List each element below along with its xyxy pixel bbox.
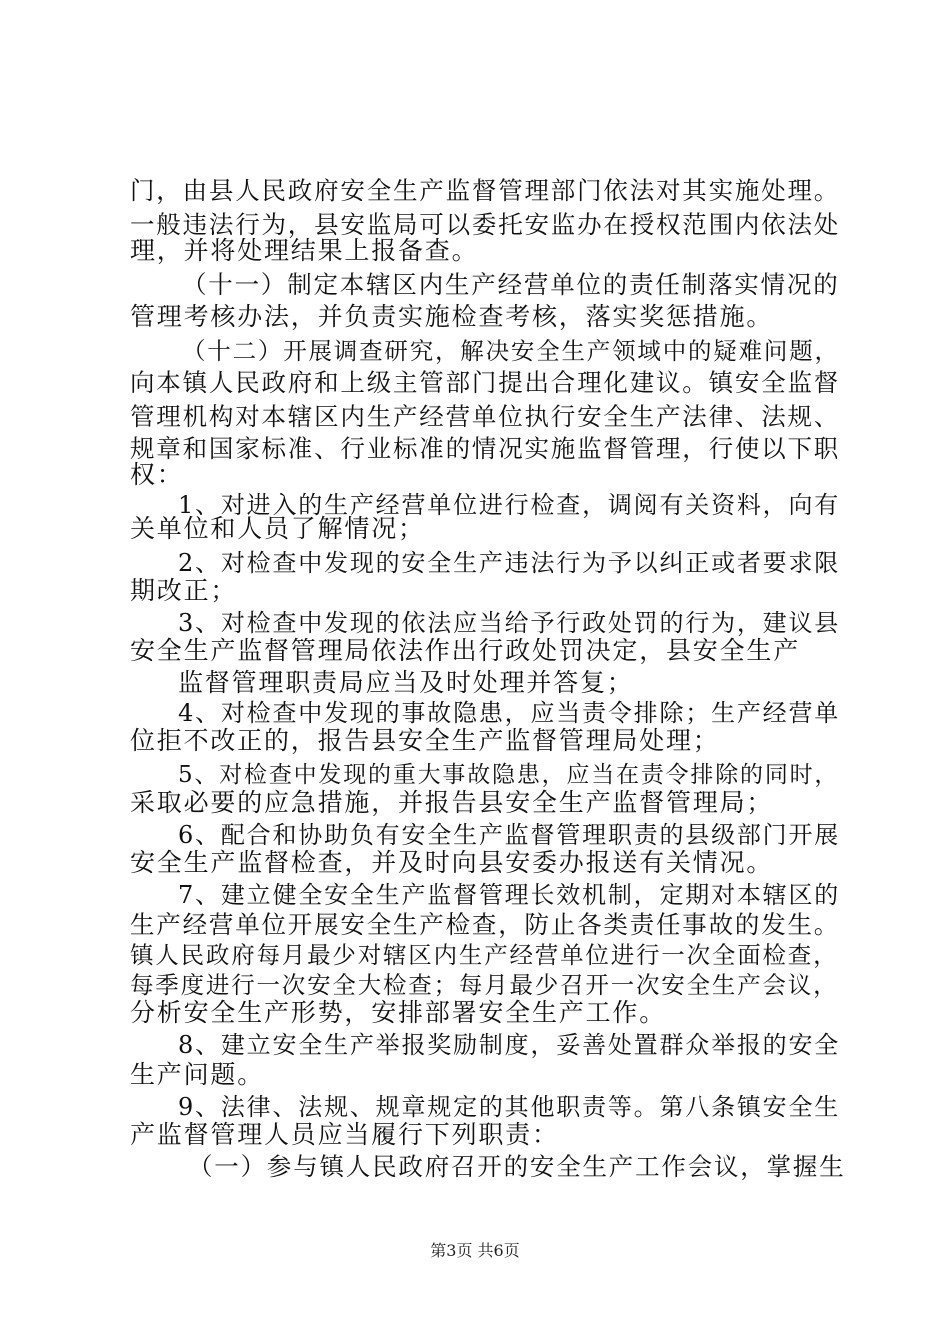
text-line-2: 一般违法行为，县安监局可以委托安监办在授权范围内依法处 — [130, 210, 841, 239]
text-line-32: 产监督管理人员应当履行下列职责： — [130, 1120, 559, 1149]
text-line-13: 2、对检查中发现的安全生产违法行为予以纠正或者要求限 — [178, 549, 841, 577]
text-line-11: 1、对进入的生产经营单位进行检查，调阅有关资料，向有 — [178, 491, 841, 519]
text-line-7: 向本镇人民政府和上级主管部门提出合理化建议。镇安全监督 — [130, 368, 841, 397]
text-line-28: 分析安全生产形势，安排部署安全生产工作。 — [130, 998, 667, 1027]
text-line-8: 管理机构对本辖区内生产经营单位执行安全生产法律、法规、 — [130, 402, 841, 431]
text-line-3: 理，并将处理结果上报备查。 — [130, 236, 479, 265]
text-line-4: （十一）制定本辖区内生产经营单位的责任制落实情况的 — [182, 270, 840, 299]
text-line-21: 采取必要的应急措施，并报告县安全生产监督管理局； — [130, 788, 774, 817]
text-line-15: 3、对检查中发现的依法应当给予行政处罚的行为，建议县 — [178, 609, 841, 637]
text-line-33: （一）参与镇人民政府召开的安全生产工作会议，掌握生 — [188, 1152, 846, 1181]
text-line-19: 位拒不改正的，报告县安全生产监督管理局处理； — [130, 726, 720, 755]
text-line-12: 关单位和人员了解情况； — [130, 514, 425, 543]
text-line-16: 安全生产监督管理局依法作出行政处罚决定，县安全生产 — [130, 636, 801, 665]
text-line-31: 9、法律、法规、规章规定的其他职责等。第八条镇安全生 — [178, 1093, 841, 1121]
text-line-17: 监督管理职责局应当及时处理并答复； — [178, 668, 634, 697]
page-number-footer: 第3页 共6页 — [430, 1241, 520, 1260]
text-line-1: 门，由县人民政府安全生产监督管理部门依法对其实施处理。 — [130, 176, 841, 205]
text-line-26: 镇人民政府每月最少对辖区内生产经营单位进行一次全面检查， — [130, 941, 839, 969]
text-line-14: 期改正； — [130, 576, 238, 605]
text-line-18: 4、对检查中发现的事故隐患，应当责令排除；生产经营单 — [178, 699, 841, 727]
text-line-29: 8、建立安全生产举报奖励制度，妥善处置群众举报的安全 — [178, 1031, 841, 1059]
text-line-30: 生产问题。 — [130, 1060, 265, 1089]
text-line-10: 权： — [130, 460, 184, 489]
text-line-5: 管理考核办法，并负责实施检查考核，落实奖惩措施。 — [130, 302, 774, 331]
text-line-20: 5、对检查中发现的重大事故隐患，应当在责令排除的同时， — [178, 762, 840, 788]
text-line-25: 生产经营单位开展安全生产检查，防止各类责任事故的发生。 — [130, 910, 841, 939]
text-line-9: 规章和国家标准、行业标准的情况实施监督管理，行使以下职 — [130, 434, 841, 463]
text-line-23: 安全生产监督检查，并及时向县安委办报送有关情况。 — [130, 848, 774, 877]
text-line-6: （十二）开展调查研究，解决安全生产领域中的疑难问题， — [182, 337, 840, 365]
text-line-27: 每季度进行一次安全大检查；每月最少召开一次安全生产会议， — [130, 971, 839, 999]
text-line-24: 7、建立健全安全生产监督管理长效机制，定期对本辖区的 — [178, 881, 841, 909]
text-line-22: 6、配合和协助负有安全生产监督管理职责的县级部门开展 — [178, 821, 841, 849]
